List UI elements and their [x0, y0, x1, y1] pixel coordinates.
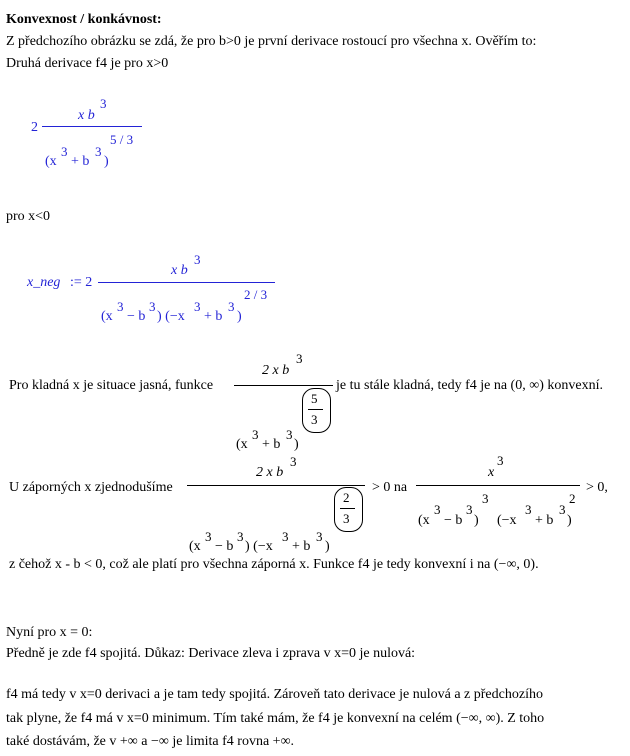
positive-case-exp-bottom: 3 — [311, 412, 318, 427]
positive-case-numerator: 2 x b — [262, 363, 290, 378]
final-line-3: také dostávám, že v +∞ a −∞ je limita f4 rovna +∞. — [6, 734, 295, 749]
negative-case-numerator: 2 x b — [256, 465, 284, 480]
formula1-fraction-bar — [42, 126, 142, 127]
formula2-numerator-exponent: 3 — [194, 252, 201, 267]
negative-case-den-part4: + b — [292, 539, 311, 554]
negative-case-den-part2: − b — [215, 539, 234, 554]
positive-case-den-open: (x — [236, 437, 248, 452]
negative-case-right-den-part6: ) — [567, 513, 572, 528]
final-line-1: f4 má tedy v x=0 derivaci a je tam tedy spojitá. Zároveň tato derivace je nulová a z předchozího — [6, 687, 543, 702]
zero-case-heading: Nyní pro x = 0: — [6, 625, 93, 640]
formula2-den-exp1: 3 — [117, 299, 124, 314]
negative-x-label: pro x<0 — [6, 209, 51, 224]
negative-case-right-fraction-bar — [416, 485, 580, 486]
formula2-assign: := 2 — [70, 275, 93, 290]
negative-case-right-den-exp3: 3 — [482, 491, 489, 506]
section-heading: Konvexnost / konkávnost: — [6, 12, 162, 27]
negative-conclusion: z čehož x - b < 0, což ale platí pro všechna záporná x. Funkce f4 je tedy konvexní i na (−∞, 0). — [9, 557, 539, 572]
negative-case-den-part3: ) (−x — [245, 539, 273, 554]
negative-case-right-numerator: x — [488, 465, 495, 480]
formula1-den-close: ) — [104, 154, 109, 169]
positive-case-den-exp1: 3 — [252, 427, 259, 442]
positive-case-den-plus: + b — [262, 437, 281, 452]
zero-case-continuity: Předně je zde f4 spojitá. Důkaz: Derivace zleva i zprava v x=0 je nulová: — [6, 646, 416, 661]
negative-case-den-part5: ) — [325, 539, 330, 554]
formula2-den-part3: ) (−x — [157, 309, 185, 324]
positive-case-exp-top: 5 — [311, 391, 318, 406]
negative-case-right-den-part4: (−x — [497, 513, 517, 528]
formula2-denominator-power: 2 / 3 — [244, 287, 268, 302]
negative-case-right-num-exp: 3 — [497, 453, 504, 468]
formula1-denominator-power: 5 / 3 — [110, 132, 134, 147]
positive-case-den-exp2: 3 — [286, 427, 293, 442]
negative-case-right-den-exp5: 3 — [559, 502, 566, 517]
negative-case-exp-top: 2 — [343, 490, 350, 505]
negative-case-right-den-part5: + b — [535, 513, 554, 528]
formula2-den-part2: − b — [127, 309, 146, 324]
negative-case-right-den-part3: ) — [474, 513, 479, 528]
negative-case-right-den-exp4: 3 — [525, 502, 532, 517]
formula2-den-part5: ) — [237, 309, 242, 324]
formula1-den-plus: + b — [71, 154, 90, 169]
positive-case-num-exp: 3 — [296, 351, 303, 366]
final-line-2: tak plyne, že f4 má v x=0 minimum. Tím také mám, že f4 je konvexní na celém (−∞, ∞). Z toho — [6, 711, 545, 726]
formula2-den-part4: + b — [204, 309, 223, 324]
negative-case-right-den-exp2: 3 — [466, 502, 473, 517]
negative-case-den-part1: (x — [189, 539, 201, 554]
negative-case-right-den-part2: − b — [444, 513, 463, 528]
formula2-den-exp3: 3 — [194, 299, 201, 314]
positive-case-den-close: ) — [294, 437, 299, 452]
negative-case-exp-bottom: 3 — [343, 511, 350, 526]
formula2-fraction-bar — [98, 282, 275, 283]
negative-case-num-exp: 3 — [290, 454, 297, 469]
negative-case-fraction-bar — [187, 485, 365, 486]
intro-line-1: Z předchozího obrázku se zdá, že pro b>0 je první derivace rostoucí pro všechna x. Ověřím to: — [6, 34, 537, 49]
positive-case-fraction-bar — [234, 385, 333, 386]
negative-case-right-den-exp1: 3 — [434, 502, 441, 517]
formula2-den-exp2: 3 — [149, 299, 156, 314]
negative-case-before: U záporných x zjednodušíme — [9, 480, 173, 495]
negative-case-right-den-exp6: 2 — [569, 491, 576, 506]
formula1-coefficient: 2 — [31, 120, 38, 135]
positive-case-exp-bar — [308, 409, 323, 410]
negative-case-exp-bar — [340, 508, 355, 509]
positive-case-before: Pro kladná x je situace jasná, funkce — [9, 378, 214, 393]
formula1-numerator: x b — [78, 108, 95, 123]
formula1-numerator-exponent: 3 — [100, 96, 107, 111]
formula1-den-exp2: 3 — [95, 144, 102, 159]
negative-case-after: > 0, — [586, 480, 608, 495]
negative-case-den-exp2: 3 — [237, 529, 244, 544]
formula2-numerator: x b — [171, 263, 188, 278]
formula2-lhs: x_neg — [27, 275, 61, 290]
negative-case-den-exp1: 3 — [205, 529, 212, 544]
negative-case-middle: > 0 na — [372, 480, 408, 495]
negative-case-den-exp4: 3 — [316, 529, 323, 544]
formula1-den-exp1: 3 — [61, 144, 68, 159]
formula1-den-open: (x — [45, 154, 57, 169]
formula2-den-part1: (x — [101, 309, 113, 324]
negative-case-right-den-part1: (x — [418, 513, 430, 528]
negative-case-den-exp3: 3 — [282, 529, 289, 544]
intro-line-2: Druhá derivace f4 je pro x>0 — [6, 56, 169, 71]
positive-case-after: je tu stále kladná, tedy f4 je na (0, ∞) konvexní. — [336, 378, 603, 393]
formula2-den-exp4: 3 — [228, 299, 235, 314]
